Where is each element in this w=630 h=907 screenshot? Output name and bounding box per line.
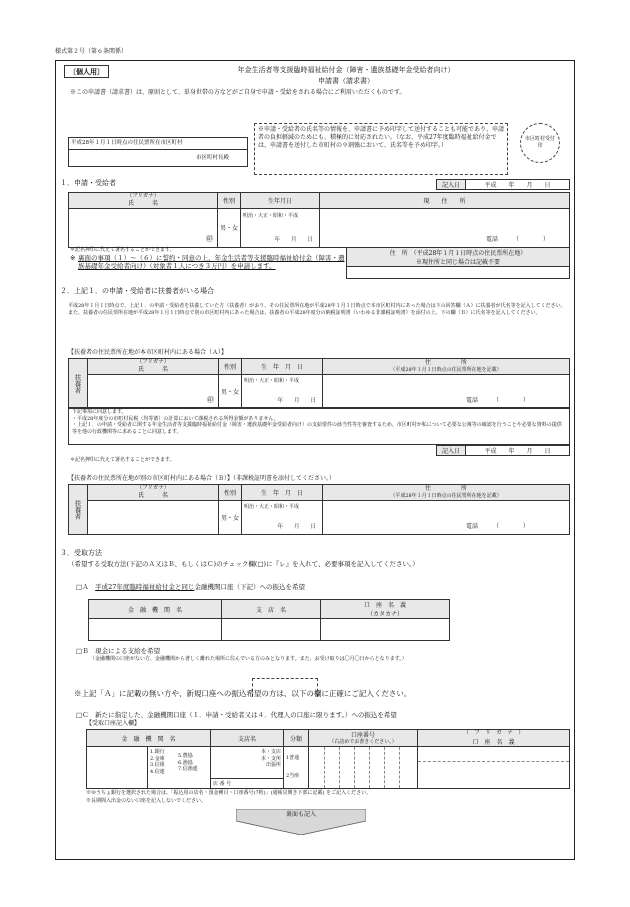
option-a-check: □Ａ (76, 583, 96, 591)
dependent-b-dob-header: 生 年 月 日 (242, 485, 323, 501)
dependent-a-name-field[interactable] (88, 374, 219, 408)
dependent-b-addr-sub: （平成28年１月１日時点の住民票所在地を記載） (390, 493, 502, 500)
dependent-a-addr-sub: （平成28年１月１日時点の住民票所在地を記載） (390, 367, 502, 374)
c-holder-field[interactable] (418, 747, 570, 789)
c-bank-name-header: 金 融 機 関 名 (87, 730, 211, 747)
dependent-b-table (68, 484, 570, 535)
c-bank-types[interactable] (148, 747, 211, 789)
prev-address-table (346, 247, 570, 279)
form-number: 様式第２号（第６条関係） (55, 48, 128, 55)
entry-date-field[interactable]: 平成 年 月 日 (466, 180, 570, 190)
c-type-1: 1普通 (286, 755, 300, 762)
dependent-a-sex-header: 性別 (219, 359, 242, 375)
option-c-table (86, 729, 570, 789)
dependent-b-dob-era: 明治・大正・昭和・平成 (244, 503, 300, 510)
dob-era: 明治・大正・昭和・平成 (243, 212, 299, 219)
c-bank-name-field[interactable] (87, 747, 148, 789)
dependent-b-sex-header: 性別 (219, 485, 242, 501)
consent-box (68, 407, 570, 445)
a-holder-kana: （カタカナ） (366, 611, 403, 618)
mayor-label: 市区町村長殿 (196, 155, 230, 161)
option-b[interactable]: □Ｂ 現金による支給を希望 (76, 647, 161, 655)
option-c[interactable]: □Ｃ 新たに指定した、金融機関口座（１．申請・受給者又は４．代理人の口座に限ります。）への振込を希望 (76, 711, 397, 719)
intro-note: ※この申請書（請求書）は、原則として、単身世帯の方などがご自身で申請・受給をされる場合にご利用いただくものです。 (70, 89, 406, 96)
sex-header: 性別 (218, 193, 241, 209)
applicant-table (68, 192, 570, 248)
name-label: 氏 名 (127, 200, 158, 208)
dependent-a-sex-field[interactable]: 男・女 (219, 374, 242, 408)
sex-field[interactable]: 男・女 (218, 208, 241, 247)
residence-box (68, 137, 248, 167)
dependent-b-sex-field[interactable]: 男・女 (219, 500, 242, 534)
c-type-field[interactable] (284, 747, 309, 789)
c-bank-types-2: 5.農協 6.漁協 7.信漁連 (178, 753, 198, 773)
dependent-b-address-field[interactable] (323, 500, 570, 534)
section2a-heading: 【扶養者の住民票所在地が本市区町村内にある場合（Ａ）】 (68, 349, 228, 356)
c-branch-header: 支店名 (211, 730, 284, 747)
dependent-a-date-field[interactable]: 平成 年 月 日 (466, 446, 570, 456)
c-branch-types: 本・支店 本・支所 出張所 (260, 749, 281, 769)
stamp-label: 市区町村受付印 (524, 136, 555, 149)
dependent-a-dob-value: 年 月 日 (277, 397, 316, 404)
dependent-b-name: 氏 名 (137, 492, 168, 500)
section2b-heading: 【扶養者の住民票所在地が別の市区町村内にある場合（Ｂ）】（非課税証明書を添付してください。） (68, 475, 336, 482)
dob-value: 年 月 日 (274, 236, 313, 243)
dependent-b-addr-header: 住 所 (424, 485, 467, 493)
dependent-b-name-field[interactable] (88, 500, 219, 534)
dependent-a-addr-header: 住 所 (424, 359, 467, 367)
dependent-a-date-label: 記入日 (437, 446, 466, 456)
see-back-label: 裏面も記入 (285, 811, 316, 818)
dependent-a-address-field[interactable] (323, 374, 570, 408)
c-type-header: 分類 (284, 730, 309, 747)
c-acct-sub: （右詰めでお書きください。） (329, 739, 397, 746)
option-a[interactable] (76, 583, 305, 591)
prev-addr-note: ※現住所と同じ場合は記載不要 (415, 259, 500, 266)
dependent-a-dob-header: 生 年 月 日 (242, 359, 323, 375)
c-kana-header: （ フ リ ガ ナ ） (463, 730, 524, 736)
c-type-2: 2当座 (286, 773, 300, 780)
consent-line-0: 下記事項に同意します。 (72, 409, 127, 415)
section1-heading: １．申請・受給者 (60, 179, 116, 187)
dependent-b-dob-value: 年 月 日 (277, 523, 316, 530)
a-branch-header: 支 店 名 (222, 600, 321, 619)
c-bank-types-1: 1.銀行 2.金庫 3.信組 4.信連 (150, 749, 165, 775)
a-holder-header: 口 座 名 義 (363, 602, 406, 609)
seal-mark: ㊞ (206, 234, 213, 243)
consent-line-2: ・上記１．の申請・受給者に関する年金生活者等支援臨時福祉給付金（障害・遺族基礎年金受給者向け）の支給要件の該当性等を審査するため、市区町村が私について必要な公簿等の確認を行うことや必要な資料の提供等を他の行政機関等に求めることに同意します。 (72, 422, 562, 435)
option-a-underline: 平成27年度臨時福祉給付金と同じ (95, 583, 195, 591)
dob-header: 生年月日 (241, 193, 320, 209)
consent-line-1: ・平成28年度分の市町村民税（均等割）の計算において課税される所得金額がありません。 (72, 415, 279, 422)
c-branch-field[interactable] (211, 747, 284, 789)
c-acct-header: 口座番号 (350, 732, 375, 740)
consent-text: 裏面の事項（１）～（６）に誓約・同意の上、年金生活者等支援臨時福祉給付金（障害・遺族基礎年金受給者向け）（対象者１人につき３万円）を申請します。 (78, 254, 345, 271)
dependent-b-furigana: （フリガナ） (136, 485, 170, 491)
personal-badge: 〔個人用〕 (64, 65, 109, 78)
address-header: 現 住 所 (320, 193, 570, 209)
dependent-a-date-table (436, 445, 570, 456)
dob-field[interactable] (241, 208, 320, 247)
section3-instruction: （希望する受取方法(下記のＡ又はＢ、もしくはＣ)のチェック欄(□)に『レ』を入れて、必要事項を記入してください。） (68, 560, 419, 568)
dependent-a-dob-field[interactable] (242, 374, 323, 408)
dependent-a-phone: 電話 （ ） (465, 397, 529, 405)
furigana-label: （フリガナ） (126, 193, 160, 199)
applicant-name-field[interactable] (69, 208, 218, 247)
c-footnote-2: ※長期間入出金のない口座を記入しないでください。 (86, 798, 207, 804)
address-field[interactable] (320, 208, 570, 247)
dependent-b-phone: 電話 （ ） (465, 523, 529, 531)
consent-prefix: ※ (70, 254, 76, 262)
a-branch-field[interactable] (222, 619, 321, 641)
stamp-circle (520, 123, 560, 163)
residence-label: 平成28年１月１日時点の住民票所在市区町村 (71, 140, 183, 146)
option-a-rest: 金融機関口座（下記）への振込を希望 (194, 583, 305, 591)
phone-label: 電話 （ ） (485, 236, 549, 244)
entry-date-label: 記入日 (437, 180, 466, 190)
dependent-a-name: 氏 名 (137, 366, 168, 374)
section2-paragraph: 平成28年１月１日時点で、上記１．の申請・受給者を扶養していた方（扶養者）がおり、その住民票所在地が平成28年１月１日時点で本市区町村内にあった場合は下の回答欄（Ａ）に扶養者が氏名等を記入してください。また、扶養者の住民票所在地が平成28年１月１日時点で別の市区町村内にあった場合は、扶養者の平成28年度分の納税証明書（いわゆる非課税証明書）を添付の上、下の欄（Ｂ）に氏名等を記入してください。 (68, 303, 566, 316)
form-subtitle: 申請書（請求書） (318, 77, 374, 85)
form-page (55, 60, 575, 860)
a-holder-field[interactable] (321, 619, 450, 641)
c-holder-header: 口 座 名 義 (472, 739, 515, 747)
c-account-number-field[interactable] (309, 747, 418, 789)
dependent-a-dob-era: 明治・大正・昭和・平成 (244, 377, 300, 384)
dependent-a-seal: ㊞ (207, 395, 214, 404)
sign-note-1: ＊記名押印に代えて署名することができます。 (70, 247, 175, 253)
entry-date-table (436, 179, 570, 190)
c-shop-number: 店 番 号 (213, 780, 232, 787)
a-bank-name-header: 金 融 機 関 名 (89, 600, 222, 619)
a-bank-name-field[interactable] (89, 619, 222, 641)
big-note: ※上記「Ａ」に記載の無い方や、新規口座への振込希望の方は、以下の欄に正確にご記入ください。 (74, 689, 412, 698)
dashed-note: ※申請・受給者の氏名等の情報を、申請書に予め印字して送付することも可能であり、申請者の負担軽減のためにも、積極的に対応されたい。（なお、平成27年度臨時福祉給付金では、申請書を送付した市町村の９割強において、氏名等を予め印字。） (254, 123, 508, 175)
sign-note-2: ＊記名押印に代えて署名することができます。 (70, 457, 175, 463)
option-b-note: （金融機関の口座がない方、金融機関から著しく離れた場所に住んでいる方のみとなります。また、お受け取りは〇月〇日からとなります。） (90, 656, 407, 662)
prev-addr-label: 住 所 （平成28年１月１日時点の住民票所在地） (389, 250, 527, 257)
form-title: 年金生活者等支援臨時福祉給付金（障害・遺族基礎年金受給者向け） (237, 66, 455, 74)
dependent-a-side-label: 扶養者 (69, 359, 88, 409)
section3-heading: ３．受取方法 (60, 549, 102, 557)
section2-heading: ２．上記１．の申請・受給者に扶養者がいる場合 (60, 287, 214, 295)
c-footnote-1: ※ゆうちょ銀行を選択された場合は、「振込用の店名・預金種目・口座番号(7桁)」(通帳見開き下部に記載) をご記入ください。 (86, 790, 372, 796)
dependent-b-dob-field[interactable] (242, 500, 323, 534)
dependent-a-furigana: （フリガナ） (136, 359, 170, 365)
prev-addr-field[interactable] (347, 267, 570, 279)
c-table-label: 【受取口座記入欄】 (86, 720, 141, 727)
option-a-table (88, 599, 450, 641)
dependent-a-table (68, 358, 570, 409)
dependent-b-side-label: 扶養者 (69, 485, 88, 535)
